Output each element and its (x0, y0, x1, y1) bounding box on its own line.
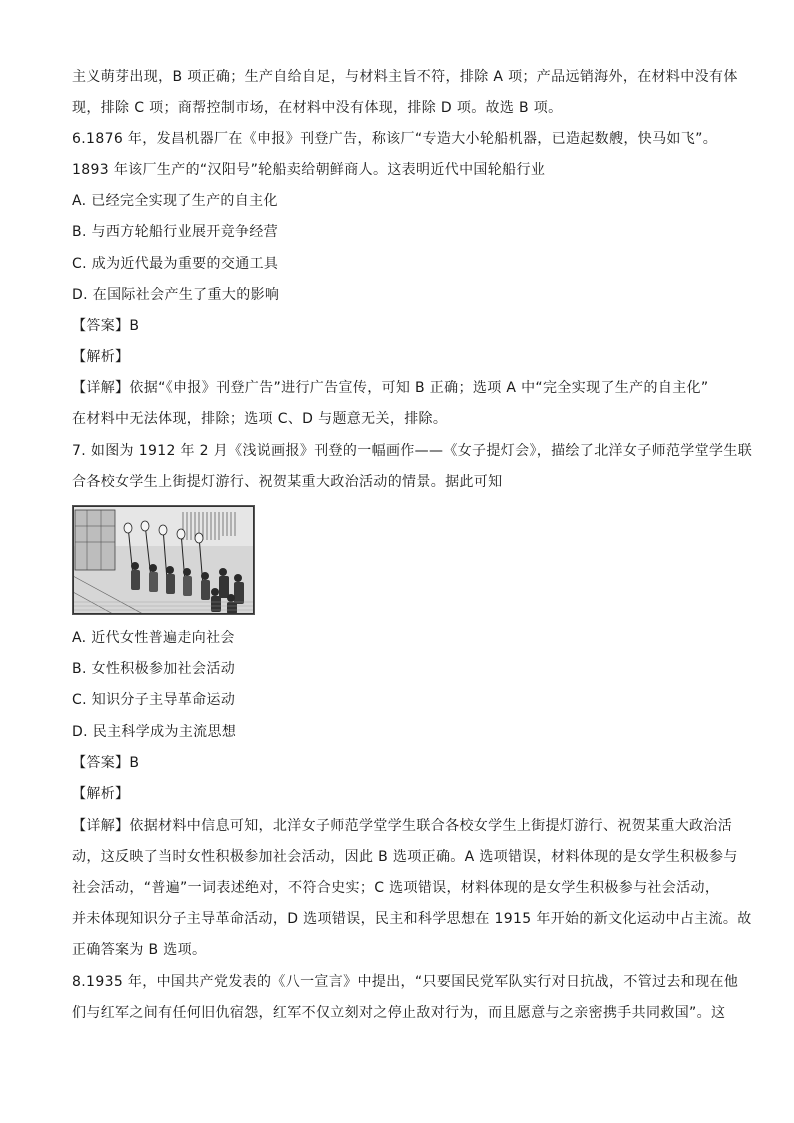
question-8-stem: 们与红军之间有任何旧仇宿怨，红军不仅立刻对之停止敌对行为，而且愿意与之亲密携手共同救国”。这 (72, 1005, 726, 1021)
question-6-detail: 【详解】依据“《申报》刊登广告”进行广告宣传，可知 B 正确；选项 A 中“完全实现了生产的自主化” (72, 380, 709, 396)
question-8-stem: 8.1935 年，中国共产党发表的《八一宣言》中提出，“只要国民党军队实行对日抗战，不管过去和现在他 (72, 974, 739, 990)
question-7-detail: 【详解】依据材料中信息可知，北洋女子师范学堂学生联合各校女学生上街提灯游行、祝贺某重大政治活 (72, 818, 733, 834)
question-6-option-b: B. 与西方轮船行业展开竞争经营 (72, 224, 279, 240)
question-7-detail: 动，这反映了当时女性积极参加社会活动，因此 B 选项正确。A 选项错误，材料体现的是女学生积极参与 (72, 849, 738, 865)
question-6-option-d: D. 在国际社会产生了重大的影响 (72, 287, 280, 303)
question-6-analysis-heading: 【解析】 (72, 349, 130, 365)
question-7-option-d: D. 民主科学成为主流思想 (72, 724, 237, 740)
question-7-option-b: B. 女性积极参加社会活动 (72, 661, 236, 677)
question-7-stem: 合各校女学生上街提灯游行、祝贺某重大政治活动的情景。据此可知 (72, 474, 503, 490)
question-7-detail: 正确答案为 B 选项。 (72, 942, 207, 958)
question-6-option-c: C. 成为近代最为重要的交通工具 (72, 256, 279, 272)
question-6-detail: 在材料中无法体现，排除；选项 C、D 与题意无关，排除。 (72, 411, 448, 427)
question-7-detail: 并未体现知识分子主导革命活动，D 选项错误，民主和科学思想在 1915 年开始的新文化运动中占主流。故 (72, 911, 752, 927)
question-7-stem: 7. 如图为 1912 年 2 月《浅说画报》刊登的一幅画作——《女子提灯会》，描绘了北洋女子师范学堂学生联 (72, 443, 753, 459)
question-7-option-c: C. 知识分子主导革命运动 (72, 692, 236, 708)
question-7-detail: 社会活动，“普遍”一词表述绝对，不符合史实；C 选项错误，材料体现的是女学生积极参与社会活动， (72, 880, 720, 896)
lantern-parade-illustration (72, 505, 255, 615)
question-7-option-a: A. 近代女性普遍走向社会 (72, 630, 235, 646)
question-7-answer: 【答案】B (72, 755, 140, 771)
question-6-answer: 【答案】B (72, 318, 140, 334)
question-6-stem: 6.1876 年，发昌机器厂在《申报》刊登广告，称该厂“专造大小轮船机器，已造起数艘，快马如飞”。 (72, 131, 718, 147)
question-7-analysis-heading: 【解析】 (72, 786, 130, 802)
question-6-stem: 1893 年该厂生产的“汉阳号”轮船卖给朝鲜商人。这表明近代中国轮船行业 (72, 162, 546, 178)
text-line: 现，排除 C 项；商帮控制市场，在材料中没有体现，排除 D 项。故选 B 项。 (72, 100, 563, 116)
text-line: 主义萌芽出现，B 项正确；生产自给自足，与材料主旨不符，排除 A 项；产品远销海外，在材料中没有体 (72, 69, 738, 85)
question-6-option-a: A. 已经完全实现了生产的自主化 (72, 193, 278, 209)
